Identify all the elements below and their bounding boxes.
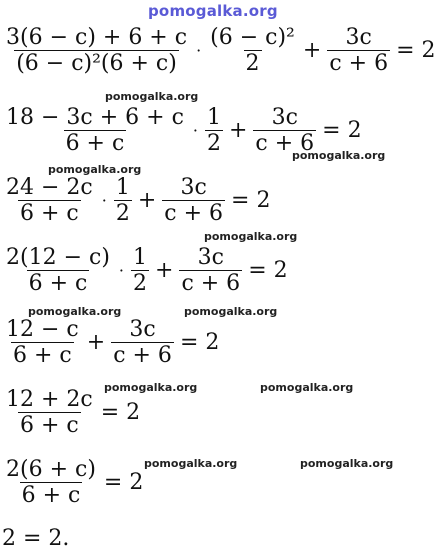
equals-rhs: = 2 xyxy=(103,470,144,496)
equals-rhs: = 2 xyxy=(322,118,362,144)
fraction xyxy=(4,388,95,437)
equation-step-3 xyxy=(2,176,274,225)
numerator: 3c xyxy=(345,25,372,50)
denominator: 6 + c xyxy=(13,343,72,369)
numerator: 12 + 2c xyxy=(6,387,93,412)
fraction xyxy=(114,176,132,225)
site-watermark: pomogalka.org xyxy=(144,457,238,470)
denominator: 6 + c xyxy=(19,201,79,227)
equals-rhs: = 2 xyxy=(231,188,271,214)
fraction xyxy=(4,26,189,75)
numerator: 2(6 + c) xyxy=(6,457,96,482)
numerator: 18 − 3c + 6 + c xyxy=(6,105,184,130)
fraction xyxy=(327,26,390,75)
equals-rhs: = 2 xyxy=(100,400,141,426)
equation-step-2 xyxy=(2,106,366,155)
site-watermark: pomogalka.org xyxy=(300,457,394,470)
site-watermark: pomogalka.org xyxy=(292,149,386,162)
denominator: 2 xyxy=(115,201,130,227)
plus-operator: + xyxy=(155,258,174,284)
fraction xyxy=(179,246,242,295)
denominator: 6 + c xyxy=(21,483,81,509)
equals-rhs: = 2 xyxy=(396,38,436,64)
fraction xyxy=(4,458,98,507)
numerator: 3(6 − c) + 6 + c xyxy=(6,25,188,50)
fraction xyxy=(205,106,223,155)
plus-operator: + xyxy=(86,330,106,356)
denominator: c + 6 xyxy=(113,343,172,369)
times-operator: · xyxy=(118,261,124,281)
equals-rhs: = 2 xyxy=(179,330,220,356)
numerator: 2(12 − c) xyxy=(6,245,110,270)
numerator: 3c xyxy=(197,245,224,270)
fraction xyxy=(4,318,81,367)
equation-step-6 xyxy=(2,388,144,437)
numerator: 24 − 2c xyxy=(6,175,93,200)
numerator: 1 xyxy=(115,175,130,200)
site-watermark: pomogalka.org xyxy=(260,381,354,394)
denominator: 2 xyxy=(133,271,147,297)
fraction xyxy=(253,106,316,155)
fraction xyxy=(208,26,297,75)
denominator: 6 + c xyxy=(65,131,125,157)
numerator: 1 xyxy=(133,245,147,270)
denominator: 6 + c xyxy=(28,271,88,297)
plus-operator: + xyxy=(228,118,248,144)
equation-step-7 xyxy=(2,458,147,507)
site-watermark: pomogalka.org xyxy=(48,163,142,176)
times-operator: · xyxy=(101,191,107,211)
site-watermark: pomogalka.org xyxy=(28,305,122,318)
site-watermark: pomogalka.org xyxy=(204,230,298,243)
denominator: c + 6 xyxy=(181,271,241,297)
numerator: 12 − c xyxy=(6,317,79,342)
site-watermark: pomogalka.org xyxy=(105,90,199,103)
numerator: (6 − c)² xyxy=(210,25,295,50)
final-result: 2 = 2. xyxy=(2,526,70,551)
equation-step-5 xyxy=(2,318,223,367)
equation-step-4 xyxy=(2,246,292,295)
denominator: 2 xyxy=(206,131,221,157)
numerator: 3c xyxy=(271,105,298,130)
denominator: c + 6 xyxy=(255,131,315,157)
plus-operator: + xyxy=(137,188,157,214)
fraction xyxy=(4,246,112,295)
denominator: 2 xyxy=(245,51,260,77)
site-watermark: pomogalka.org xyxy=(184,305,278,318)
times-operator: · xyxy=(192,121,198,141)
numerator: 3c xyxy=(129,317,156,342)
site-watermark: pomogalka.org xyxy=(104,381,198,394)
equation-step-8 xyxy=(2,526,69,551)
fraction xyxy=(162,176,225,225)
fraction xyxy=(111,318,174,367)
plus-operator: + xyxy=(302,38,322,64)
denominator: (6 − c)²(6 + c) xyxy=(16,51,177,77)
denominator: c + 6 xyxy=(329,51,389,77)
fraction xyxy=(4,176,95,225)
numerator: 1 xyxy=(206,105,221,130)
fraction xyxy=(4,106,186,155)
times-operator: · xyxy=(196,41,202,61)
equals-rhs: = 2 xyxy=(248,258,288,284)
site-watermark-top: pomogalka.org xyxy=(148,2,278,20)
numerator: 3c xyxy=(180,175,207,200)
equation-step-1 xyxy=(2,26,440,75)
fraction xyxy=(131,246,149,295)
denominator: c + 6 xyxy=(164,201,224,227)
denominator: 6 + c xyxy=(19,413,79,439)
